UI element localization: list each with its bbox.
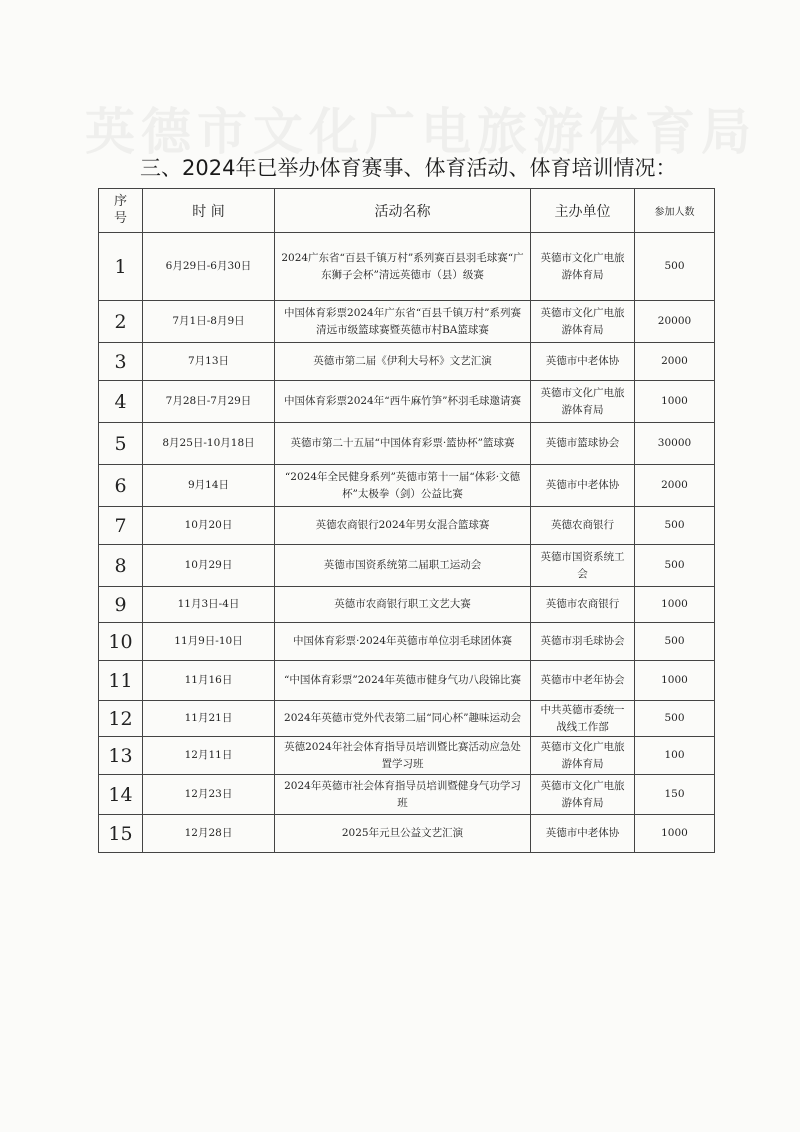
row-participants: 1000	[635, 587, 715, 623]
table-row	[99, 737, 715, 775]
row-activity-name: 2025年元旦公益文艺汇演	[275, 815, 531, 853]
row-organizer: 英德市篮球协会	[531, 423, 635, 465]
row-time: 11月16日	[143, 661, 275, 701]
row-time: 9月14日	[143, 465, 275, 507]
row-number: 3	[99, 343, 143, 381]
row-time: 12月11日	[143, 737, 275, 775]
header-index: 序号	[99, 189, 143, 233]
row-number: 2	[99, 301, 143, 343]
row-organizer: 英德市文化广电旅游体育局	[531, 301, 635, 343]
row-number: 7	[99, 507, 143, 545]
table-row	[99, 775, 715, 815]
row-participants: 150	[635, 775, 715, 815]
table-row	[99, 301, 715, 343]
row-participants: 500	[635, 507, 715, 545]
row-participants: 500	[635, 701, 715, 737]
watermark-text: 英德市文化广电旅游体育局	[85, 102, 757, 161]
row-activity-name: 英德市农商银行职工文艺大赛	[275, 587, 531, 623]
section-heading: 三、2024年已举办体育赛事、体育活动、体育培训情况：	[140, 156, 677, 180]
row-organizer: 英德市羽毛球协会	[531, 623, 635, 661]
row-activity-name: 英德农商银行2024年男女混合篮球赛	[275, 507, 531, 545]
row-participants: 20000	[635, 301, 715, 343]
row-activity-name: 2024年英德市党外代表第二届“同心杯”趣味运动会	[275, 701, 531, 737]
table-header-row	[99, 189, 715, 233]
row-participants: 500	[635, 545, 715, 587]
row-organizer: 英德市文化广电旅游体育局	[531, 737, 635, 775]
row-number: 6	[99, 465, 143, 507]
row-time: 10月29日	[143, 545, 275, 587]
row-time: 7月28日-7月29日	[143, 381, 275, 423]
row-activity-name: 英德市第二十五届“中国体育彩票·篮协杯”篮球赛	[275, 423, 531, 465]
table-row	[99, 623, 715, 661]
table-row	[99, 507, 715, 545]
row-time: 7月1日-8月9日	[143, 301, 275, 343]
row-time: 12月23日	[143, 775, 275, 815]
row-participants: 500	[635, 233, 715, 301]
row-number: 10	[99, 623, 143, 661]
row-time: 7月13日	[143, 343, 275, 381]
row-organizer: 英德市文化广电旅游体育局	[531, 381, 635, 423]
row-activity-name: “中国体育彩票”2024年英德市健身气功八段锦比赛	[275, 661, 531, 701]
row-organizer: 中共英德市委统一战线工作部	[531, 701, 635, 737]
row-number: 12	[99, 701, 143, 737]
row-participants: 1000	[635, 661, 715, 701]
table-row	[99, 545, 715, 587]
row-time: 6月29日-6月30日	[143, 233, 275, 301]
header-time: 时 间	[143, 189, 275, 233]
header-name: 活动名称	[275, 189, 531, 233]
header-count: 参加人数	[635, 189, 715, 233]
row-number: 15	[99, 815, 143, 853]
row-organizer: 英德市中老年协会	[531, 661, 635, 701]
table-row	[99, 465, 715, 507]
row-participants: 2000	[635, 465, 715, 507]
row-time: 11月3日-4日	[143, 587, 275, 623]
table-row	[99, 343, 715, 381]
table-row	[99, 423, 715, 465]
row-number: 14	[99, 775, 143, 815]
row-participants: 500	[635, 623, 715, 661]
table-row	[99, 815, 715, 853]
events-table	[98, 188, 715, 853]
table-row	[99, 587, 715, 623]
table-row	[99, 701, 715, 737]
row-time: 11月9日-10日	[143, 623, 275, 661]
table-row	[99, 661, 715, 701]
row-participants: 30000	[635, 423, 715, 465]
row-number: 4	[99, 381, 143, 423]
row-activity-name: 英德市第二届《伊利大号杯》文艺汇演	[275, 343, 531, 381]
row-number: 1	[99, 233, 143, 301]
table-row	[99, 381, 715, 423]
row-number: 13	[99, 737, 143, 775]
row-number: 8	[99, 545, 143, 587]
row-activity-name: 英德市国资系统第二届职工运动会	[275, 545, 531, 587]
row-participants: 1000	[635, 815, 715, 853]
row-activity-name: “2024年全民健身系列”英德市第十一届“体彩·文德杯”太极拳（剑）公益比赛	[275, 465, 531, 507]
row-organizer: 英德市中老体协	[531, 343, 635, 381]
row-number: 5	[99, 423, 143, 465]
row-time: 11月21日	[143, 701, 275, 737]
row-organizer: 英德市中老体协	[531, 815, 635, 853]
row-organizer: 英德市国资系统工会	[531, 545, 635, 587]
row-number: 9	[99, 587, 143, 623]
row-organizer: 英德市中老体协	[531, 465, 635, 507]
row-activity-name: 英德2024年社会体育指导员培训暨比赛活动应急处置学习班	[275, 737, 531, 775]
row-time: 12月28日	[143, 815, 275, 853]
row-activity-name: 中国体育彩票2024年广东省“百县千镇万村”系列赛清远市级篮球赛暨英德市村BA篮球赛	[275, 301, 531, 343]
table-row	[99, 233, 715, 301]
row-activity-name: 中国体育彩票2024年“西牛麻竹笋”杯羽毛球邀请赛	[275, 381, 531, 423]
row-organizer: 英德农商银行	[531, 507, 635, 545]
row-participants: 2000	[635, 343, 715, 381]
row-number: 11	[99, 661, 143, 701]
row-organizer: 英德市农商银行	[531, 587, 635, 623]
header-organizer: 主办单位	[531, 189, 635, 233]
row-participants: 100	[635, 737, 715, 775]
row-participants: 1000	[635, 381, 715, 423]
row-organizer: 英德市文化广电旅游体育局	[531, 233, 635, 301]
row-activity-name: 2024广东省“百县千镇万村”系列赛百县羽毛球赛“广东狮子会杯”清远英德市（县）级赛	[275, 233, 531, 301]
row-time: 8月25日-10月18日	[143, 423, 275, 465]
row-time: 10月20日	[143, 507, 275, 545]
row-activity-name: 中国体育彩票·2024年英德市单位羽毛球团体赛	[275, 623, 531, 661]
row-activity-name: 2024年英德市社会体育指导员培训暨健身气功学习班	[275, 775, 531, 815]
row-organizer: 英德市文化广电旅游体育局	[531, 775, 635, 815]
